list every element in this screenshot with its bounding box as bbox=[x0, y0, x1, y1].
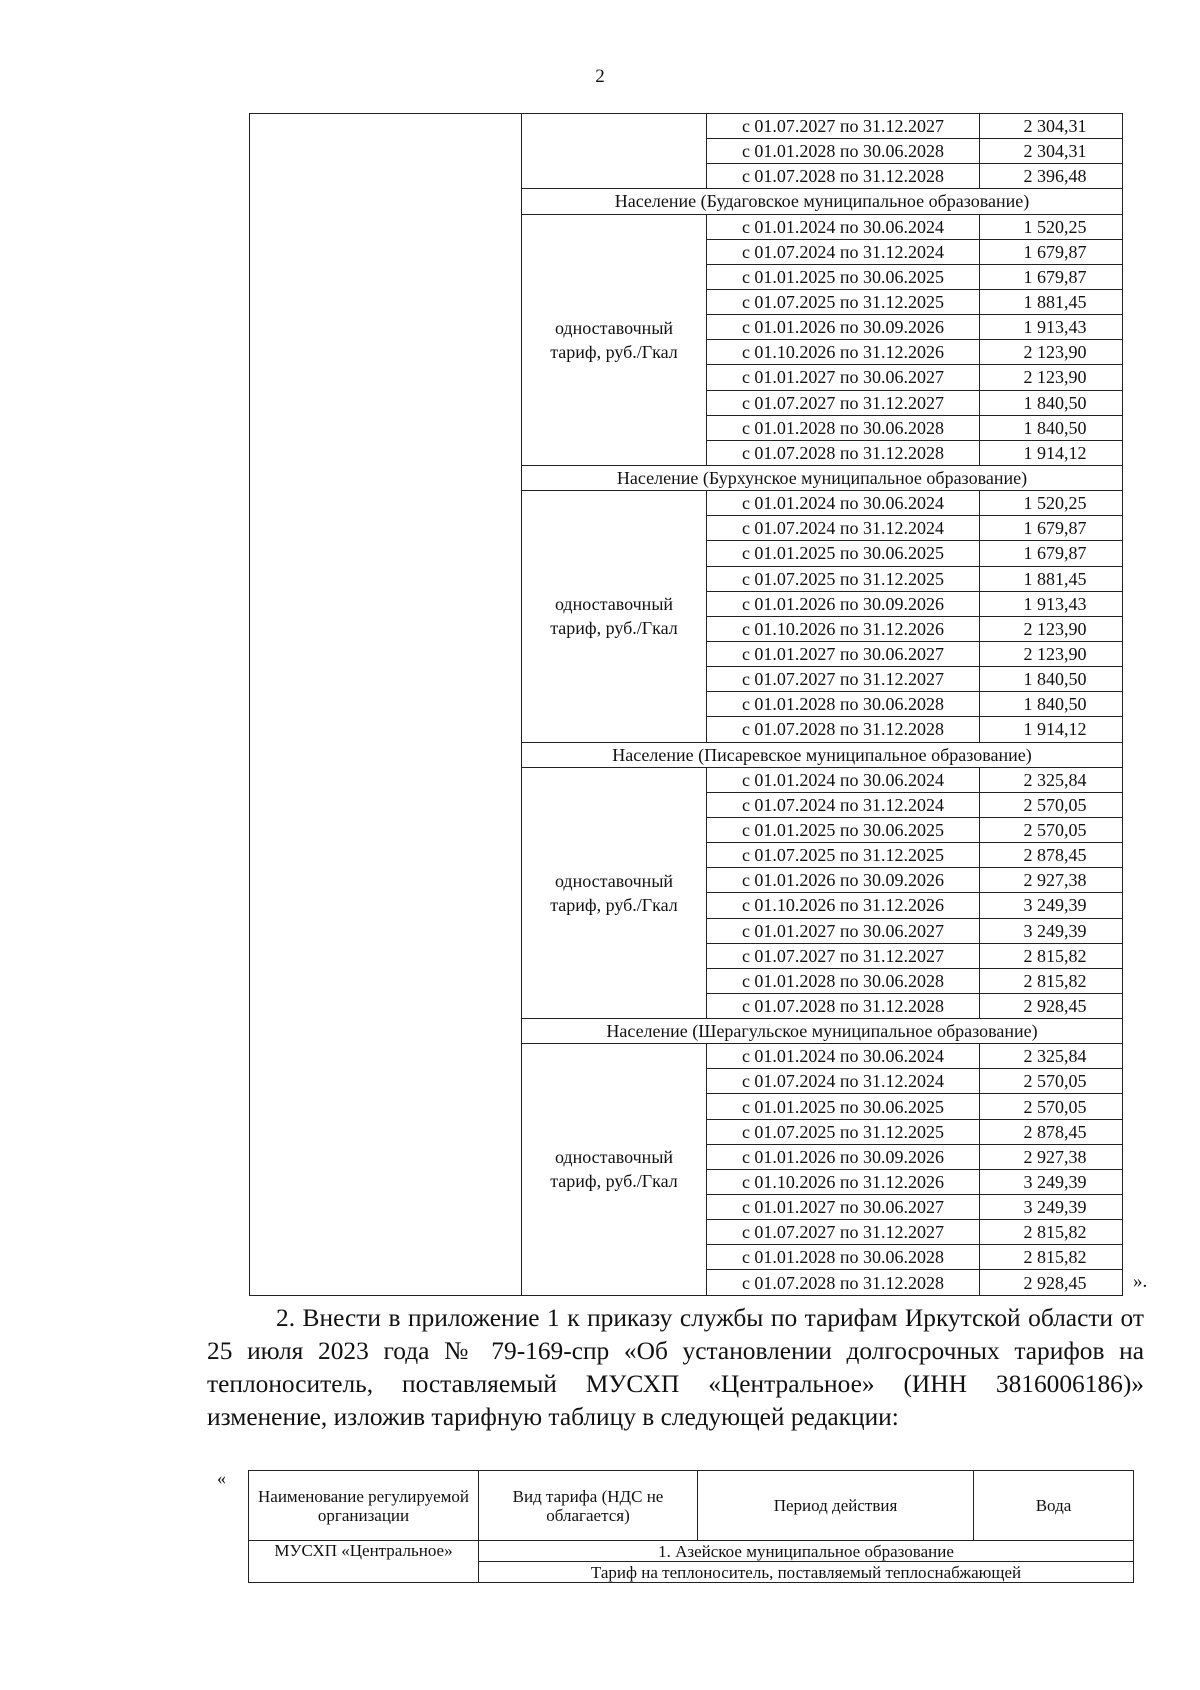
tariff-type-cell bbox=[522, 114, 707, 189]
value-cell: 2 815,82 bbox=[980, 1245, 1123, 1270]
value-cell: 1 679,87 bbox=[980, 239, 1123, 264]
value-cell: 3 249,39 bbox=[980, 1195, 1123, 1220]
period-cell: с 01.07.2027 по 31.12.2027 bbox=[707, 1220, 980, 1245]
period-cell: с 01.07.2027 по 31.12.2027 bbox=[707, 943, 980, 968]
tariff-type-cell: одноставочный тариф, руб./Гкал bbox=[522, 767, 707, 1018]
header-tariff-type: Вид тарифа (НДС не облагается) bbox=[479, 1471, 698, 1541]
period-cell: с 01.10.2026 по 31.12.2026 bbox=[707, 1169, 980, 1194]
value-cell: 2 123,90 bbox=[980, 340, 1123, 365]
value-cell: 2 927,38 bbox=[980, 868, 1123, 893]
value-cell: 2 304,31 bbox=[980, 114, 1123, 139]
period-cell: с 01.07.2027 по 31.12.2027 bbox=[707, 390, 980, 415]
period-cell: с 01.01.2025 по 30.06.2025 bbox=[707, 817, 980, 842]
page-number: 2 bbox=[595, 66, 605, 87]
period-cell: с 01.07.2024 по 31.12.2024 bbox=[707, 239, 980, 264]
value-cell: 1 914,12 bbox=[980, 440, 1123, 465]
value-cell: 1 913,43 bbox=[980, 591, 1123, 616]
value-cell: 3 249,39 bbox=[980, 918, 1123, 943]
value-cell: 2 304,31 bbox=[980, 139, 1123, 164]
period-cell: с 01.01.2027 по 30.06.2027 bbox=[707, 1195, 980, 1220]
period-cell: с 01.01.2028 по 30.06.2028 bbox=[707, 968, 980, 993]
value-cell: 1 913,43 bbox=[980, 315, 1123, 340]
period-cell: с 01.10.2026 по 31.12.2026 bbox=[707, 616, 980, 641]
value-cell: 1 840,50 bbox=[980, 692, 1123, 717]
table-row bbox=[250, 114, 1123, 139]
value-cell: 1 520,25 bbox=[980, 214, 1123, 239]
tariff-type-cell: одноставочный тариф, руб./Гкал bbox=[522, 1044, 707, 1295]
period-cell: с 01.01.2028 по 30.06.2028 bbox=[707, 692, 980, 717]
period-cell: с 01.01.2028 по 30.06.2028 bbox=[707, 1245, 980, 1270]
value-cell: 2 927,38 bbox=[980, 1144, 1123, 1169]
value-cell: 1 679,87 bbox=[980, 264, 1123, 289]
period-cell: с 01.07.2025 по 31.12.2025 bbox=[707, 843, 980, 868]
period-cell: с 01.07.2024 по 31.12.2024 bbox=[707, 516, 980, 541]
value-cell: 1 881,45 bbox=[980, 289, 1123, 314]
value-cell: 2 815,82 bbox=[980, 943, 1123, 968]
period-cell: с 01.07.2027 по 31.12.2027 bbox=[707, 114, 980, 139]
value-cell: 2 396,48 bbox=[980, 164, 1123, 189]
period-cell: с 01.01.2027 по 30.06.2027 bbox=[707, 365, 980, 390]
organization-name: МУСХП «Центральное» bbox=[249, 1541, 479, 1583]
value-cell: 1 840,50 bbox=[980, 415, 1123, 440]
second-table-row bbox=[249, 1541, 1134, 1562]
period-cell: с 01.01.2028 по 30.06.2028 bbox=[707, 415, 980, 440]
period-cell: с 01.07.2028 по 31.12.2028 bbox=[707, 1270, 980, 1295]
value-cell: 2 815,82 bbox=[980, 968, 1123, 993]
amendment-paragraph bbox=[207, 1302, 1144, 1434]
value-cell: 2 928,45 bbox=[980, 1270, 1123, 1295]
value-cell: 1 881,45 bbox=[980, 566, 1123, 591]
value-cell: 2 570,05 bbox=[980, 792, 1123, 817]
period-cell: с 01.01.2024 по 30.06.2024 bbox=[707, 1044, 980, 1069]
value-cell: 1 679,87 bbox=[980, 516, 1123, 541]
tariff-type-cell: одноставочный тариф, руб./Гкал bbox=[522, 214, 707, 465]
value-cell: 2 815,82 bbox=[980, 1220, 1123, 1245]
value-cell: 2 878,45 bbox=[980, 843, 1123, 868]
header-water: Вода bbox=[974, 1471, 1134, 1541]
period-cell: с 01.01.2024 по 30.06.2024 bbox=[707, 767, 980, 792]
header-period: Период действия bbox=[698, 1471, 974, 1541]
period-cell: с 01.01.2027 по 30.06.2027 bbox=[707, 641, 980, 666]
amendment-paragraph-text: 2. Внести в приложение 1 к приказу службы по тарифам Иркутской области от 25 июля 2023 года № 79-169-спр «Об установлении долгосрочных тарифов на теплоноситель, поставляемый МУСХП «Центральное» (ИНН 3816006186)» изменение, изложив тарифную таблицу в следующей редакции: bbox=[207, 1304, 1144, 1431]
value-cell: 2 325,84 bbox=[980, 1044, 1123, 1069]
group-title: Население (Бурхунское муниципальное образование) bbox=[522, 465, 1123, 490]
period-cell: с 01.07.2027 по 31.12.2027 bbox=[707, 667, 980, 692]
period-cell: с 01.01.2026 по 30.09.2026 bbox=[707, 591, 980, 616]
period-cell: с 01.01.2026 по 30.09.2026 bbox=[707, 868, 980, 893]
period-cell: с 01.07.2025 по 31.12.2025 bbox=[707, 566, 980, 591]
value-cell: 1 840,50 bbox=[980, 667, 1123, 692]
value-cell: 2 570,05 bbox=[980, 817, 1123, 842]
period-cell: с 01.01.2027 по 30.06.2027 bbox=[707, 918, 980, 943]
period-cell: с 01.01.2026 по 30.09.2026 bbox=[707, 315, 980, 340]
value-cell: 2 123,90 bbox=[980, 641, 1123, 666]
tariff-type-cell: одноставочный тариф, руб./Гкал bbox=[522, 491, 707, 742]
organization-cell bbox=[250, 114, 522, 1296]
value-cell: 1 520,25 bbox=[980, 491, 1123, 516]
group-title: Население (Писаревское муниципальное образование) bbox=[522, 742, 1123, 767]
value-cell: 2 570,05 bbox=[980, 1094, 1123, 1119]
value-cell: 1 914,12 bbox=[980, 717, 1123, 742]
period-cell: с 01.07.2028 по 31.12.2028 bbox=[707, 164, 980, 189]
period-cell: с 01.07.2028 по 31.12.2028 bbox=[707, 717, 980, 742]
period-cell: с 01.01.2025 по 30.06.2025 bbox=[707, 264, 980, 289]
period-cell: с 01.01.2025 по 30.06.2025 bbox=[707, 1094, 980, 1119]
period-cell: с 01.01.2028 по 30.06.2028 bbox=[707, 139, 980, 164]
value-cell: 2 123,90 bbox=[980, 365, 1123, 390]
value-cell: 2 928,45 bbox=[980, 993, 1123, 1018]
opening-quote: « bbox=[217, 1468, 226, 1488]
value-cell: 3 249,39 bbox=[980, 1169, 1123, 1194]
period-cell: с 01.07.2025 по 31.12.2025 bbox=[707, 1119, 980, 1144]
value-cell: 3 249,39 bbox=[980, 893, 1123, 918]
closing-quote: ». bbox=[1133, 1271, 1148, 1292]
tariff-table bbox=[249, 113, 1123, 1296]
period-cell: с 01.07.2024 по 31.12.2024 bbox=[707, 792, 980, 817]
group-title: Население (Шерагульское муниципальное образование) bbox=[522, 1019, 1123, 1044]
period-cell: с 01.01.2024 по 30.06.2024 bbox=[707, 491, 980, 516]
second-table-header-row bbox=[249, 1471, 1134, 1541]
municipality-title: 1. Азейское муниципальное образование bbox=[479, 1541, 1134, 1562]
period-cell: с 01.07.2028 по 31.12.2028 bbox=[707, 993, 980, 1018]
value-cell: 1 840,50 bbox=[980, 390, 1123, 415]
second-tariff-table bbox=[248, 1470, 1134, 1583]
value-cell: 2 878,45 bbox=[980, 1119, 1123, 1144]
period-cell: с 01.01.2024 по 30.06.2024 bbox=[707, 214, 980, 239]
period-cell: с 01.07.2025 по 31.12.2025 bbox=[707, 289, 980, 314]
value-cell: 1 679,87 bbox=[980, 541, 1123, 566]
period-cell: с 01.07.2028 по 31.12.2028 bbox=[707, 440, 980, 465]
period-cell: с 01.10.2026 по 31.12.2026 bbox=[707, 340, 980, 365]
group-title: Население (Будаговское муниципальное образование) bbox=[522, 189, 1123, 214]
period-cell: с 01.10.2026 по 31.12.2026 bbox=[707, 893, 980, 918]
period-cell: с 01.01.2025 по 30.06.2025 bbox=[707, 541, 980, 566]
tariff-description: Тариф на теплоноситель, поставляемый теплоснабжающей bbox=[479, 1562, 1134, 1583]
value-cell: 2 570,05 bbox=[980, 1069, 1123, 1094]
value-cell: 2 123,90 bbox=[980, 616, 1123, 641]
value-cell: 2 325,84 bbox=[980, 767, 1123, 792]
period-cell: с 01.07.2024 по 31.12.2024 bbox=[707, 1069, 980, 1094]
period-cell: с 01.01.2026 по 30.09.2026 bbox=[707, 1144, 980, 1169]
header-organization: Наименование регулируемой организации bbox=[249, 1471, 479, 1541]
